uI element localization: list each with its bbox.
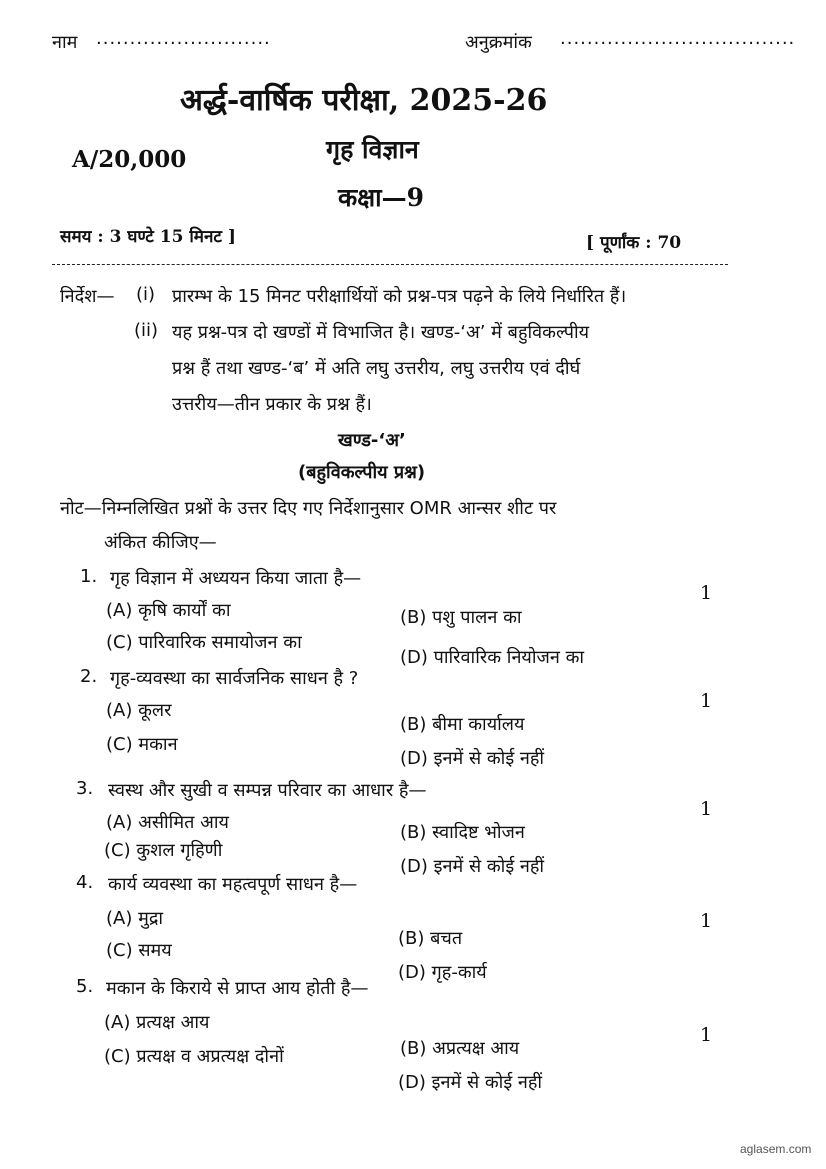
- instruction-number: (ii): [134, 320, 159, 341]
- maximum-marks: [ पूर्णांक : 70: [586, 233, 682, 253]
- option-d: (D) पारिवारिक नियोजन का: [400, 647, 585, 668]
- section-title: खण्ड-‘अ’: [338, 430, 406, 451]
- name-blank[interactable]: ..........................: [96, 28, 271, 49]
- question-number: 3.: [76, 778, 94, 799]
- question-number: 5.: [76, 976, 94, 997]
- note-text: नोट—निम्नलिखित प्रश्नों के उत्तर दिए गए निर्देशानुसार OMR आन्सर शीट पर: [60, 498, 557, 519]
- question-marks: 1: [700, 798, 713, 820]
- name-label: नाम: [52, 32, 78, 53]
- option-d: (D) गृह-कार्य: [398, 962, 487, 983]
- option-c: (C) प्रत्यक्ष व अप्रत्यक्ष दोनों: [104, 1046, 284, 1067]
- option-c: (C) पारिवारिक समायोजन का: [106, 632, 302, 653]
- option-d: (D) इनमें से कोई नहीं: [400, 748, 545, 769]
- exam-title: अर्द्ध-वार्षिक परीक्षा, 2025-26: [180, 83, 548, 118]
- question-marks: 1: [700, 690, 713, 712]
- option-b: (B) अप्रत्यक्ष आय: [400, 1038, 520, 1059]
- instruction-text: यह प्रश्न-पत्र दो खण्डों में विभाजित है। खण्ड-‘अ’ में बहुविकल्पीय: [172, 322, 590, 343]
- question-text: मकान के किराये से प्राप्त आय होती है—: [106, 978, 369, 999]
- option-b: (B) बचत: [398, 928, 463, 949]
- instruction-text: प्रारम्भ के 15 मिनट परीक्षार्थियों को प्रश्न-पत्र पढ़ने के लिये निर्धारित हैं।: [172, 286, 627, 307]
- option-a: (A) प्रत्यक्ष आय: [104, 1012, 210, 1033]
- time-allowed: समय : 3 घण्टे 15 मिनट ]: [60, 227, 236, 247]
- class-title: कक्षा—9: [338, 183, 424, 212]
- header-divider: [52, 264, 728, 265]
- question-marks: 1: [700, 910, 713, 932]
- paper-code: A/20,000: [72, 146, 187, 173]
- question-text: स्वस्थ और सुखी व सम्पन्न परिवार का आधार है—: [108, 780, 427, 801]
- question-number: 1.: [80, 566, 98, 587]
- section-subtitle: (बहुविकल्पीय प्रश्न): [298, 462, 426, 483]
- watermark-text: aglasem.com: [740, 1142, 812, 1156]
- option-a: (A) कूलर: [106, 700, 172, 721]
- roll-number-blank[interactable]: ...................................: [560, 28, 796, 49]
- option-c: (C) समय: [106, 940, 172, 961]
- question-marks: 1: [700, 582, 713, 604]
- question-number: 4.: [76, 872, 94, 893]
- option-a: (A) असीमित आय: [106, 812, 229, 833]
- note-text: अंकित कीजिए—: [104, 532, 217, 553]
- question-text: कार्य व्यवस्था का महत्वपूर्ण साधन है—: [108, 874, 358, 895]
- instructions-label: निर्देश—: [60, 286, 115, 307]
- question-text: गृह-व्यवस्था का सार्वजनिक साधन है ?: [110, 668, 359, 689]
- option-c: (C) कुशल गृहिणी: [104, 840, 223, 861]
- option-d: (D) इनमें से कोई नहीं: [400, 856, 545, 877]
- instruction-number: (i): [136, 284, 156, 305]
- instruction-text: प्रश्न हैं तथा खण्ड-‘ब’ में अति लघु उत्तरीय, लघु उत्तरीय एवं दीर्घ: [172, 358, 581, 379]
- option-a: (A) कृषि कार्यों का: [106, 600, 231, 621]
- option-b: (B) स्वादिष्ट भोजन: [400, 822, 525, 843]
- question-marks: 1: [700, 1024, 713, 1046]
- instruction-text: उत्तरीय—तीन प्रकार के प्रश्न हैं।: [172, 394, 372, 415]
- option-c: (C) मकान: [106, 734, 178, 755]
- option-b: (B) बीमा कार्यालय: [400, 714, 525, 735]
- question-number: 2.: [80, 666, 98, 687]
- option-d: (D) इनमें से कोई नहीं: [398, 1072, 543, 1093]
- subject-title: गृह विज्ञान: [326, 135, 419, 164]
- option-a: (A) मुद्रा: [106, 908, 164, 929]
- question-text: गृह विज्ञान में अध्ययन किया जाता है—: [110, 568, 362, 589]
- option-b: (B) पशु पालन का: [400, 607, 522, 628]
- roll-number-label: अनुक्रमांक: [465, 32, 532, 53]
